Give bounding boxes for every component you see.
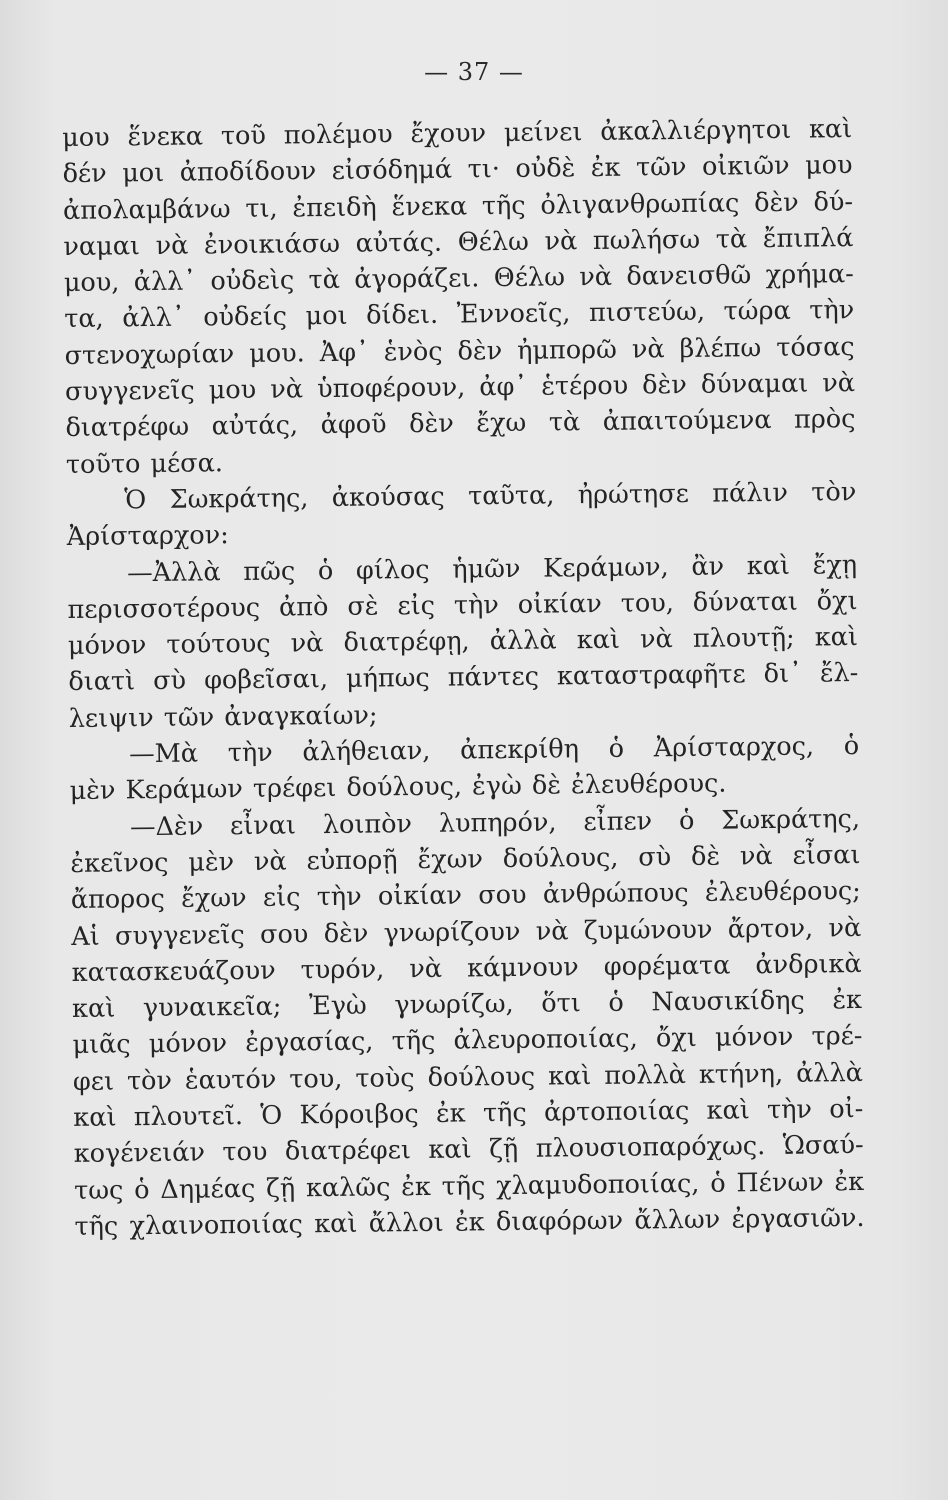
text-line: Αἱ συγγενεῖς σου δὲν γνωρίζουν νὰ ζυμώνουν ἄρτον, νὰ [71, 912, 862, 952]
text-line: Ἀρίσταρχον: [66, 520, 229, 553]
text-line: ναμαι νὰ ἐνοικιάσω αὐτάς. Θέλω νὰ πωλήσω τὰ ἔπιπλά [63, 222, 854, 262]
text-line: δέν μοι ἀποδίδουν εἰσόδημά τι· οὐδὲ ἐκ τῶν οἰκιῶν μου [62, 150, 853, 190]
text-line: περισσοτέρους ἀπὸ σὲ εἰς τὴν οἰκίαν του, δύναται ὄχι [67, 585, 858, 625]
paragraph-start-line: Ὁ Σωκράτης, ἀκούσας ταῦτα, ἠρώτησε πάλιν τὸν [124, 476, 857, 516]
page-number: — 37 — [424, 58, 524, 86]
dialogue-line: —Μὰ τὴν ἀλήθειαν, ἀπεκρίθη ὁ Ἀρίσταρχος, ὁ [129, 731, 860, 770]
text-line: μὲν Κεράμων τρέφει δούλους, ἐγὼ δὲ ἐλευθέρους. [69, 768, 727, 807]
text-line: φει τὸν ἑαυτόν του, τοὺς δούλους καὶ πολλὰ κτήνη, ἀλλὰ [72, 1057, 864, 1097]
text-line: κογένειάν του διατρέφει καὶ ζῇ πλουσιοπαρόχως. Ὡσαύ- [73, 1130, 864, 1170]
text-line: τοῦτο μέσα. [65, 447, 224, 480]
text-line: μιᾶς μόνον ἐργασίας, τῆς ἀλευροποιίας, ὄχι μόνον τρέ- [72, 1021, 863, 1061]
text-line: διατὶ σὺ φοβεῖσαι, μήπως πάντες καταστραφῆτε δι᾽ ἔλ- [68, 658, 859, 698]
text-line: λειψιν τῶν ἀναγκαίων; [68, 700, 378, 734]
text-line: ἀπολαμβάνω τι, ἐπειδὴ ἕνεκα τῆς ὀλιγανθρωπίας δὲν δύ- [62, 186, 854, 226]
text-line: στενοχωρίαν μου. Ἀφ᾽ ἑνὸς δὲν ἠμπορῶ νὰ βλέπω τόσας [64, 331, 855, 371]
text-line: ἄπορος ἔχων εἰς τὴν οἰκίαν σου ἀνθρώπους ἐλευθέρους; [70, 876, 861, 916]
text-line: μου ἕνεκα τοῦ πολέμου ἔχουν μείνει ἀκαλλιέργητοι καὶ [62, 114, 853, 153]
dialogue-line: —Δὲν εἶναι λοιπὸν λυπηρόν, εἶπεν ὁ Σωκράτης, [129, 803, 861, 842]
text-line: συγγενεῖς μου νὰ ὑποφέρουν, ἀφ᾽ ἑτέρου δὲν δύναμαι νὰ [64, 368, 856, 408]
dialogue-line: —Ἀλλὰ πῶς ὁ φίλος ἡμῶν Κεράμων, ἂν καὶ ἔχῃ [126, 549, 858, 588]
text-line: τῆς χλαινοποιίας καὶ ἄλλοι ἐκ διαφόρων ἄλλων ἐργασιῶν. [74, 1202, 865, 1242]
text-line: μόνον τούτους νὰ διατρέφῃ, ἀλλὰ καὶ νὰ πλουτῇ; καὶ [67, 622, 859, 662]
text-line: τως ὁ Δημέας ζῇ καλῶς ἐκ τῆς χλαμυδοποιίας, ὁ Πένων ἐκ [73, 1166, 865, 1206]
text-line: μου, ἀλλ᾽ οὐδεὶς τὰ ἀγοράζει. Θέλω νὰ δανεισθῶ χρήμα- [63, 259, 854, 299]
text-line: κατασκευάζουν τυρόν, νὰ κάμνουν φορέματα ἀνδρικὰ [71, 948, 862, 988]
text-line: τα, ἀλλ᾽ οὐδείς μοι δίδει. Ἐννοεῖς, πιστεύω, τώρα τὴν [64, 295, 855, 335]
body-text [62, 111, 865, 1245]
text-line: ἐκεῖνος μὲν νὰ εὐπορῇ ἔχων δούλους, σὺ δὲ νὰ εἶσαι [70, 839, 861, 879]
text-line: διατρέφω αὐτάς, ἀφοῦ δὲν ἔχω τὰ ἀπαιτούμενα πρὸς [65, 404, 856, 444]
text-line: καὶ πλουτεῖ. Ὁ Κόροιβος ἐκ τῆς ἀρτοποιίας καὶ τὴν οἰ- [73, 1093, 864, 1133]
text-line: καὶ γυναικεῖα; Ἐγὼ γνωρίζω, ὅτι ὁ Ναυσικίδης ἐκ [71, 985, 863, 1025]
